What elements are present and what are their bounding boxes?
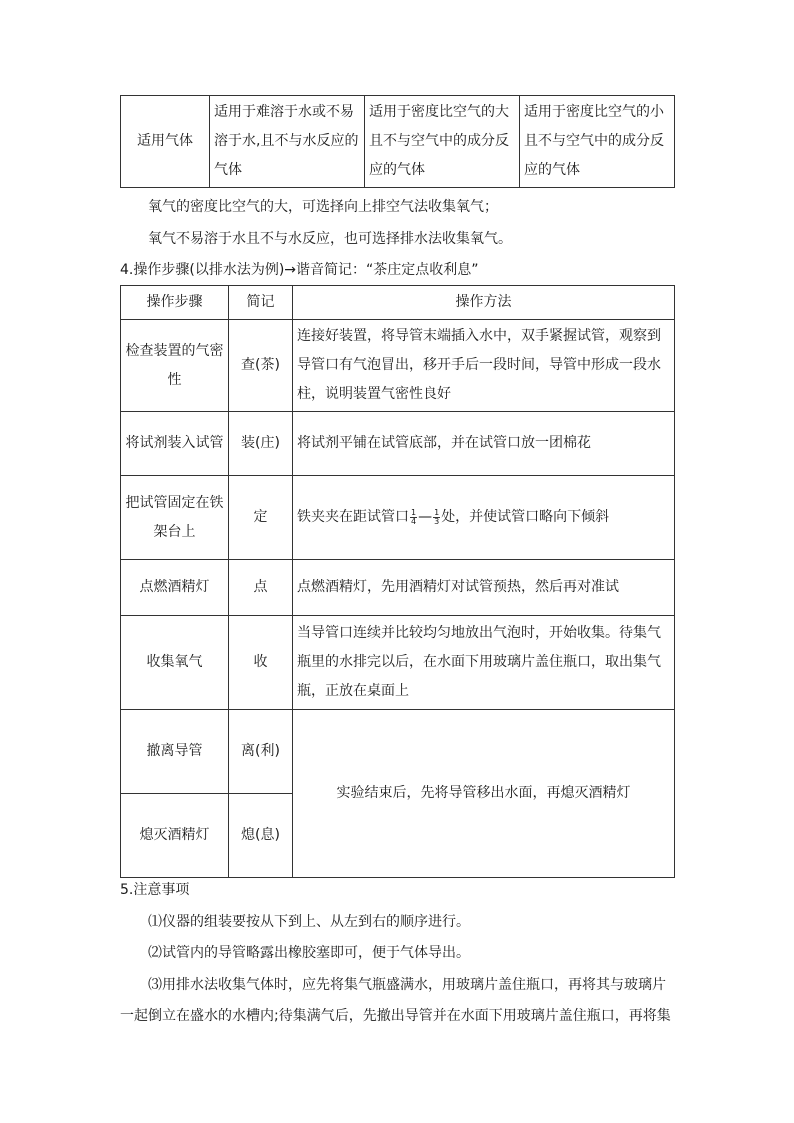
method-text: 铁夹夹在距试管口	[297, 509, 409, 525]
fraction: $\frac{1}{3}$	[434, 507, 440, 526]
header-mnemonic: 简记	[229, 286, 293, 320]
step-cell: 点燃酒精灯	[121, 560, 229, 616]
mnemonic-cell: 收	[229, 616, 293, 710]
mnemonic-cell: 定	[229, 476, 293, 560]
header-method: 操作方法	[293, 286, 675, 320]
mnemonic-cell: 离(利)	[229, 710, 293, 794]
gas-collection-table	[120, 95, 675, 188]
paragraph: 氧气的密度比空气的大，可选择向上排空气法收集氧气；	[148, 199, 498, 215]
mnemonic-cell: 点	[229, 560, 293, 616]
cell-downward-air: 适用于密度比空气的小且不与空气中的成分反应的气体	[520, 96, 675, 188]
merged-method-cell: 实验结束后，先将导管移出水面，再熄灭酒精灯	[293, 710, 675, 878]
fraction: $\frac{1}{4}$	[411, 507, 417, 526]
header-step: 操作步骤	[121, 286, 229, 320]
step-cell: 检查装置的气密性	[121, 320, 229, 412]
note: ⑶用排水法收集气体时，应先将集气瓶盛满水，用玻璃片盖住瓶口，再将其与玻璃片	[148, 977, 666, 993]
method-cell: 当导管口连续并比较均匀地放出气泡时，开始收集。待集气瓶里的水排完以后，在水面下用玻璃片盖住瓶口，取出集气瓶，正放在桌面上	[293, 616, 675, 710]
mnemonic-cell: 装(庄)	[229, 412, 293, 476]
paragraph: 氧气不易溶于水且不与水反应，也可选择排水法收集氧气。	[148, 231, 512, 247]
method-cell: 将试剂平铺在试管底部，并在试管口放一团棉花	[293, 412, 675, 476]
note: 一起倒立在盛水的水槽内;待集满气后，先撤出导管并在水面下用玻璃片盖住瓶口，再将集	[120, 1008, 671, 1024]
mnemonic-cell: 查(茶)	[229, 320, 293, 412]
step-cell: 收集氧气	[121, 616, 229, 710]
method-text: 处，并使试管口略向下倾斜	[441, 509, 610, 525]
cell-water-displacement: 适用于难溶于水或不易溶于水,且不与水反应的气体	[210, 96, 365, 188]
step-cell: 将试剂装入试管	[121, 412, 229, 476]
step-cell: 把试管固定在铁架台上	[121, 476, 229, 560]
row-label: 适用气体	[121, 96, 210, 188]
note: ⑴仪器的组装要按从下到上、从左到右的顺序进行。	[148, 914, 470, 930]
note: ⑵试管内的导管略露出橡胶塞即可，便于气体导出。	[148, 945, 470, 961]
method-cell: 连接好装置，将导管末端插入水中，双手紧握试管，观察到导管口有气泡冒出，移开手后一段时间，导管中形成一段水柱，说明装置气密性良好	[293, 320, 675, 412]
operation-steps-table	[120, 285, 675, 878]
dash: —	[418, 509, 433, 525]
step-cell: 撤离导管	[121, 710, 229, 794]
cell-upward-air: 适用于密度比空气的大且不与空气中的成分反应的气体	[365, 96, 520, 188]
step-cell: 熄灭酒精灯	[121, 794, 229, 878]
method-cell	[293, 476, 675, 560]
method-cell: 点燃酒精灯，先用酒精灯对试管预热，然后再对准试	[293, 560, 675, 616]
section-title: 4.操作步骤(以排水法为例)→谐音简记：“茶庄定点收利息”	[120, 262, 479, 278]
mnemonic-cell: 熄(息)	[229, 794, 293, 878]
section-title: 5.注意事项	[120, 882, 190, 898]
